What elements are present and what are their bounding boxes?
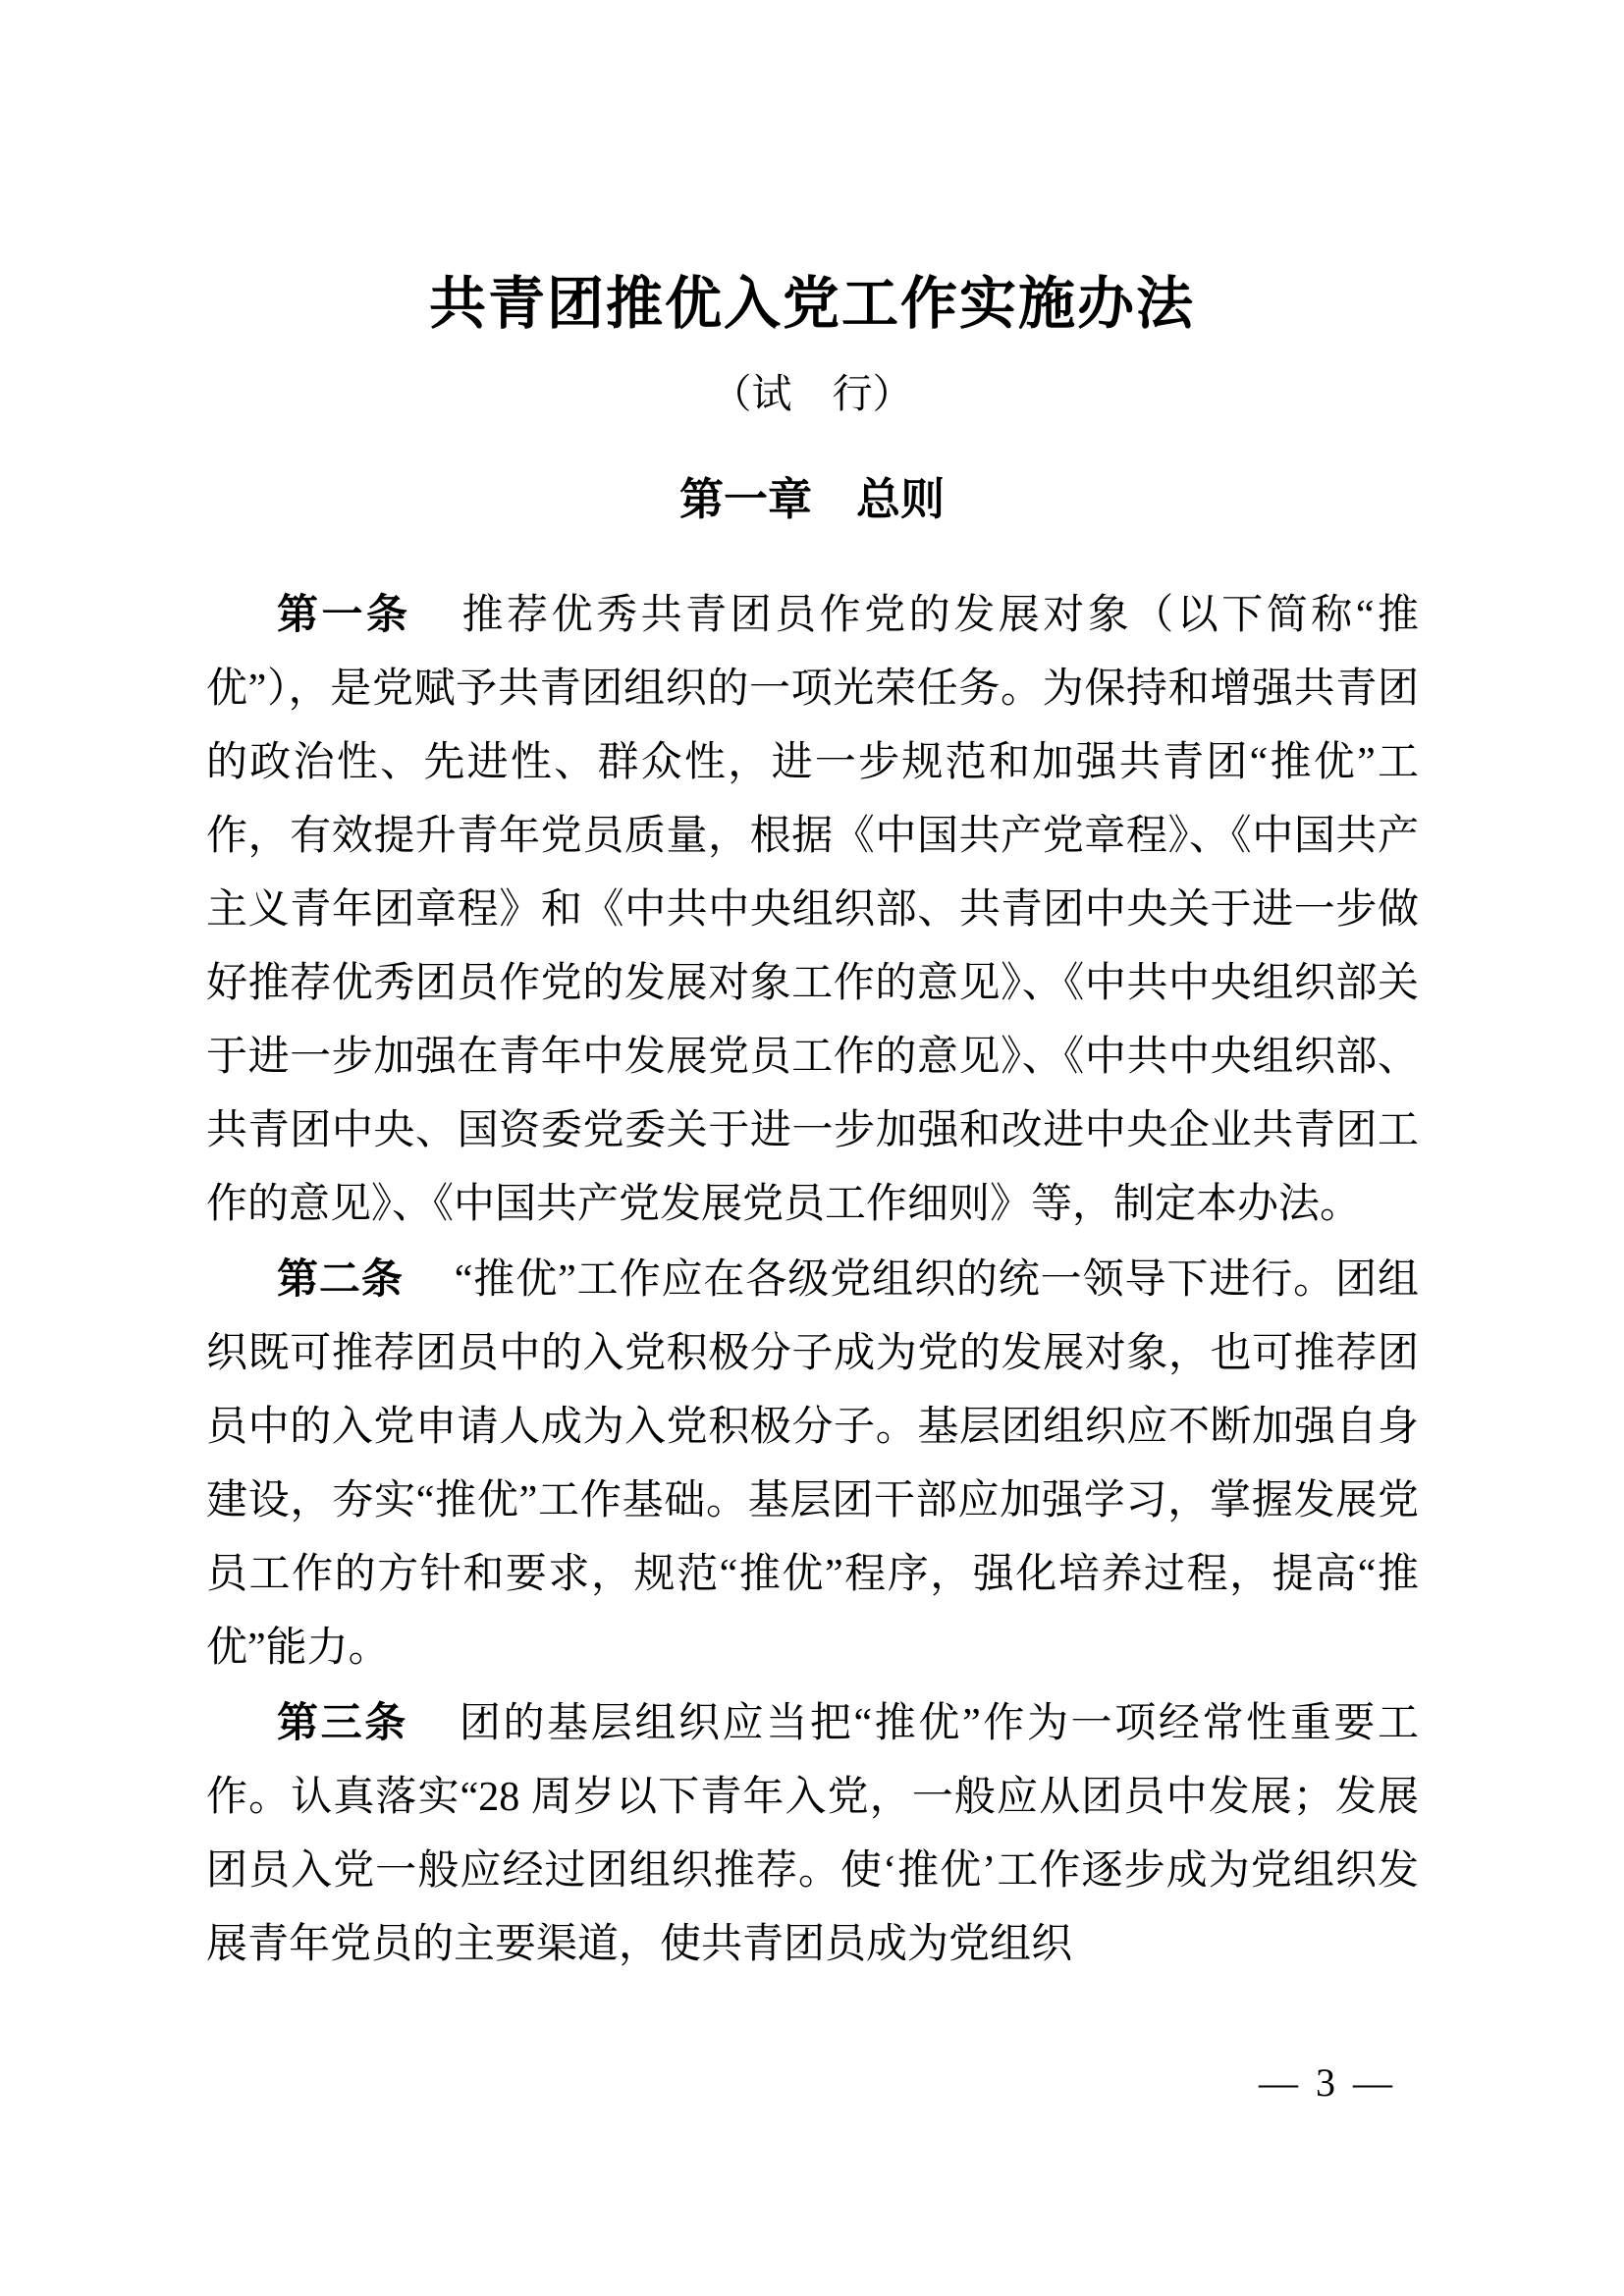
document-title: 共青团推优入党工作实施办法 <box>428 272 1195 336</box>
article-paragraph-2 <box>206 1242 1419 1685</box>
page-number: — 3 — <box>1259 2060 1396 2105</box>
article-paragraph-3 <box>206 1685 1419 1982</box>
article-1-label: 第一条 <box>277 591 411 637</box>
document-subtitle: （试 行） <box>711 371 913 416</box>
document-body <box>206 577 1419 1982</box>
article-3-text: 团的基层组织应当把“推优”作为一项经常性重要工作。认真落实“28 周岁以下青年入党，一般应从团员中发展；发展团员入党一般应经过团组织推荐。使‘推优’工作逐步成为党组织发展青年党员的主要渠道，使共青团员成为党组织 <box>206 1701 1419 1967</box>
article-3-label: 第三条 <box>277 1699 408 1745</box>
article-2-text: “推优”工作应在各级党组织的统一领导下进行。团组织既可推荐团员中的入党积极分子成为党的发展对象，也可推荐团员中的入党申请人成为入党积极分子。基层团组织应不断加强自身建设，夯实“推优”工作基础。基层团干部应加强学习，掌握发展党员工作的方针和要求，规范“推优”程序，强化培养过程，提高“推优”能力。 <box>206 1257 1419 1671</box>
article-2-label: 第二条 <box>277 1255 404 1302</box>
article-1-text: 推荐优秀共青团员作党的发展对象（以下简称“推优”），是党赋予共青团组织的一项光荣任务。为保持和增强共青团的政治性、先进性、群众性，进一步规范和加强共青团“推优”工作，有效提升青年党员质量，根据《中国共产党章程》、《中国共产主义青年团章程》和《中共中央组织部、共青团中央关于进一步做好推荐优秀团员作党的发展对象工作的意见》、《中共中央组织部关于进一步加强在青年中发展党员工作的意见》、《中共中央组织部、共青团中央、国资委党委关于进一步加强和改进中央企业共青团工作的意见》、《中国共产党发展党员工作细则》等，制定本办法。 <box>206 593 1419 1227</box>
article-paragraph-1 <box>206 577 1419 1242</box>
chapter-heading: 第一章 总则 <box>678 474 945 524</box>
